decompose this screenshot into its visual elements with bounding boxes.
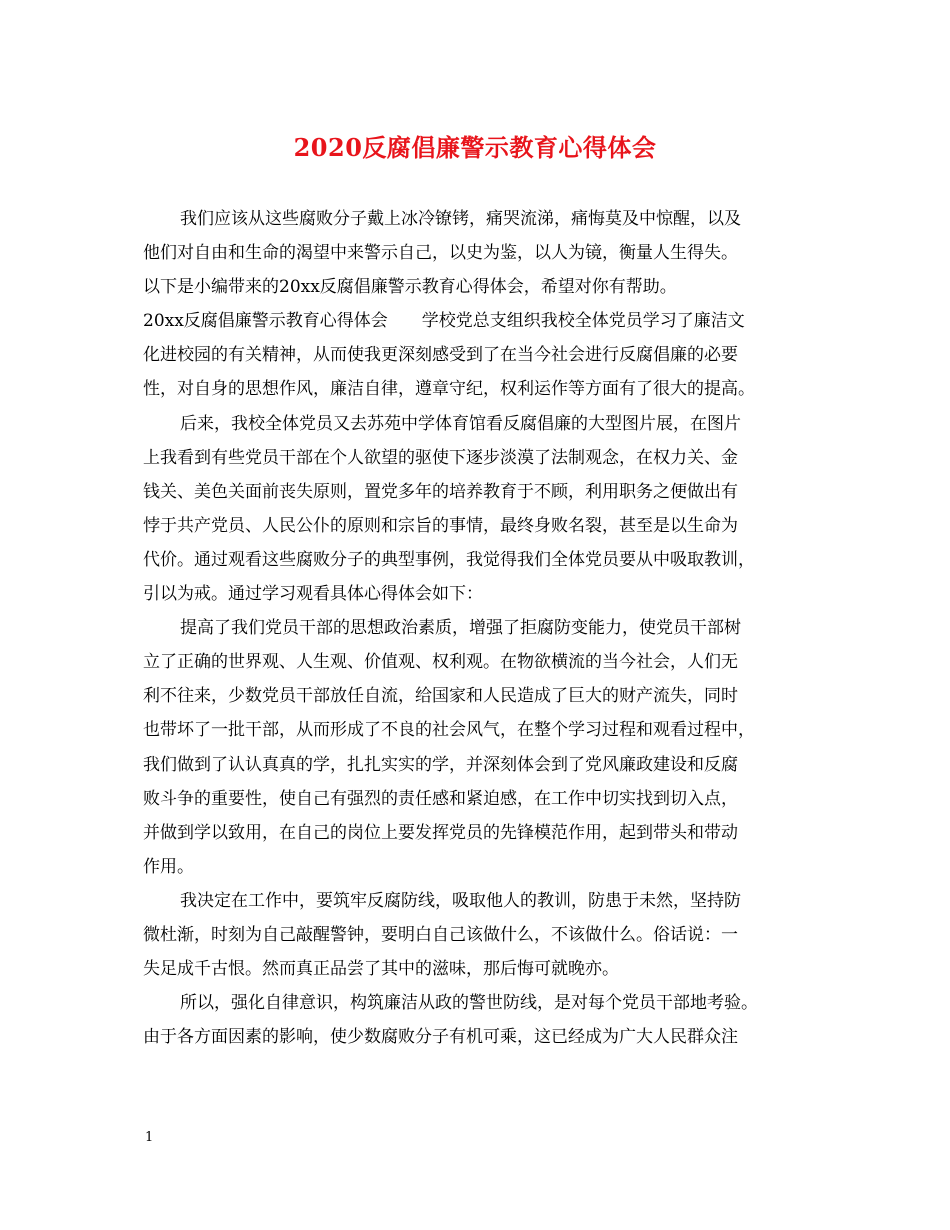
body-line: 以下是小编带来的20xx反腐倡廉警示教育心得体会，希望对你有帮助。 — [143, 277, 677, 298]
body-line: 我决定在工作中，要筑牢反腐防线，吸取他人的教训，防患于未然，坚持防 — [180, 890, 741, 911]
body-line: 利不往来，少数党员干部放任自流，给国家和人民造成了巨大的财产流失，同时 — [143, 686, 738, 707]
body-line: 所以，强化自律意识，构筑廉洁从政的警世防线，是对每个党员干部地考验。 — [180, 993, 758, 1014]
body-line: 由于各方面因素的影响，使少数腐败分子有机可乘，这已经成为广大人民群众注 — [143, 1027, 738, 1048]
body-line: 后来，我校全体党员又去苏苑中学体育馆看反腐倡廉的大型图片展，在图片 — [180, 413, 741, 434]
body-line: 我们应该从这些腐败分子戴上冰冷镣铐，痛哭流涕，痛悔莫及中惊醒，以及 — [180, 209, 741, 229]
body-line: 化进校园的有关精神，从而使我更深刻感受到了在当今社会进行反腐倡廉的必要 — [143, 345, 738, 366]
body-line: 悖于共产党员、人民公仆的原则和宗旨的事情，最终身败名裂，甚至是以生命为 — [143, 515, 738, 536]
body-line: 20xx反腐倡廉警示教育心得体会 学校党总支组织我校全体党员学习了廉洁文 — [143, 311, 745, 332]
body-line: 失足成千古恨。然而真正品尝了其中的滋味，那后悔可就晚亦。 — [143, 959, 619, 980]
body-line: 我们做到了认认真真的学，扎扎实实的学，并深刻体会到了党风廉政建设和反腐 — [143, 754, 738, 775]
body-line: 微杜渐，时刻为自己敲醒警钟，要明白自己该做什么，不该做什么。俗话说：一 — [143, 924, 738, 945]
body-line: 上我看到有些党员干部在个人欲望的驱使下逐步淡漠了法制观念，在权力关、金 — [143, 447, 738, 468]
body-line: 引以为戒。通过学习观看具体心得体会如下： — [143, 584, 483, 605]
document-title: 2020反腐倡廉警示教育心得体会 — [293, 133, 657, 162]
body-line: 提高了我们党员干部的思想政治素质，增强了拒腐防变能力，使党员干部树 — [180, 618, 741, 639]
body-line: 立了正确的世界观、人生观、价值观、权利观。在物欲横流的当今社会，人们无 — [143, 652, 738, 673]
body-line: 他们对自由和生命的渴望中来警示自己，以史为鉴，以人为镜，衡量人生得失。 — [143, 243, 738, 264]
body-line: 代价。通过观看这些腐败分子的典型事例，我觉得我们全体党员要从中吸取教训， — [143, 549, 755, 570]
body-line: 性，对自身的思想作风，廉洁自律，遵章守纪，权利运作等方面有了很大的提高。 — [143, 379, 755, 400]
body-line: 也带坏了一批干部，从而形成了不良的社会风气，在整个学习过程和观看过程中， — [143, 720, 755, 741]
body-line: 钱关、美色关面前丧失原则，置党多年的培养教育于不顾，利用职务之便做出有 — [143, 481, 738, 502]
body-line: 作用。 — [143, 856, 194, 877]
document-body — [143, 202, 827, 1054]
body-line: 并做到学以致用，在自己的岗位上要发挥党员的先锋模范作用，起到带头和带动 — [143, 822, 738, 843]
page-number: 1 — [145, 1130, 154, 1145]
body-line: 败斗争的重要性，使自己有强烈的责任感和紧迫感，在工作中切实找到切入点， — [143, 788, 738, 809]
